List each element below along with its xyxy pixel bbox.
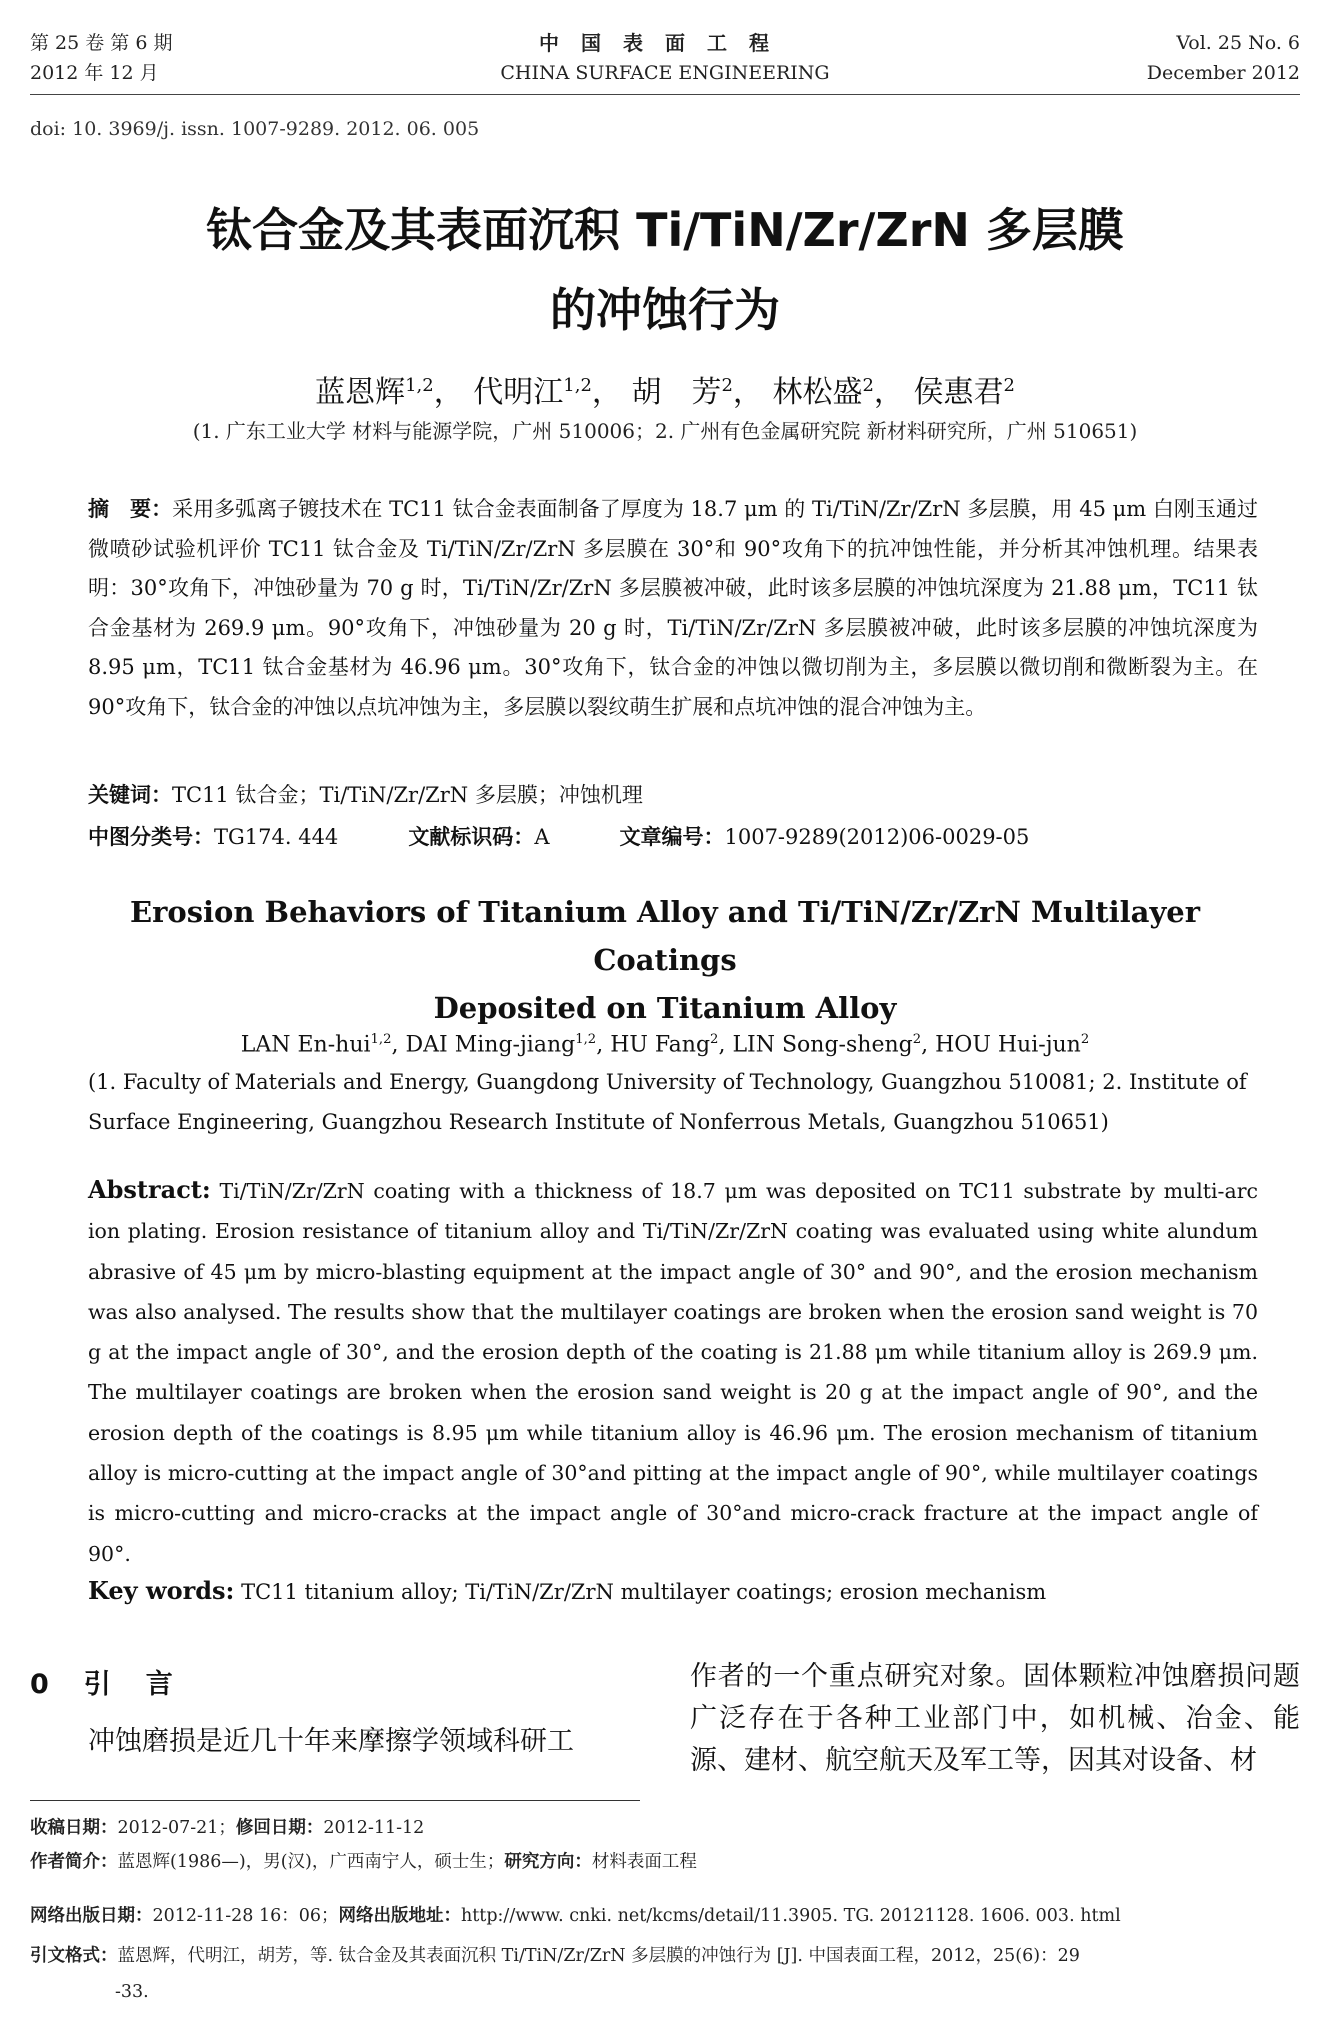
received-label: 收稿日期： <box>30 1818 118 1838</box>
author-en: HU Fang <box>610 1032 711 1058</box>
abstract-cn-text: 采用多弧离子镀技术在 TC11 钛合金表面制备了厚度为 18.7 μm 的 Ti/TiN/Zr/ZrN 多层膜，用 45 μm 白刚玉通过微喷砂试验机评价 TC11 钛合金及 Ti/TiN/Zr/ZrN 多层膜在 30°和 90°攻角下的抗冲蚀性能，并分析其冲蚀机理。结果表明：30°攻角下，冲蚀砂量为 70 g 时，Ti/TiN/Zr/ZrN 多层膜被冲破，此时该多层膜的冲蚀坑深度为 21.88 μm，TC11 钛合金基材为 269.9 μm。90°攻角下，冲蚀砂量为 20 g 时，Ti/TiN/Zr/ZrN 多层膜被冲破，此时该多层膜的冲蚀坑深度为 8.95 μm，TC11 钛合金基材为 46.96 μm。30°攻角下，钛合金的冲蚀以微切削为主，多层膜以微切削和微断裂为主。在 90°攻角下，钛合金的冲蚀以点坑冲蚀为主，多层膜以裂纹萌生扩展和点坑冲蚀的混合冲蚀为主。 <box>88 497 1258 719</box>
body-right-column: 作者的一个重点研究对象。固体颗粒冲蚀磨损问题广泛存在于各种工业部门中，如机械、冶金、能源、建材、航空航天及军工等，因其对设备、材 <box>690 1661 1300 1776</box>
journal-name-cn: 中国表面工程 <box>539 31 791 55</box>
journal-name-en: CHINA SURFACE ENGINEERING <box>500 62 830 84</box>
author-aff: 2 <box>1080 1032 1090 1047</box>
header-journal <box>440 28 890 88</box>
author-cn: 侯惠君 <box>913 375 1004 410</box>
abstract-en <box>88 1170 1258 1574</box>
article-no-label: 文章编号： <box>619 825 725 849</box>
section-heading: 0 引 言 <box>30 1669 177 1700</box>
keywords-en-label: Key words: <box>88 1576 235 1605</box>
author-aff: 2 <box>710 1032 719 1047</box>
author-aff: 1,2 <box>575 1032 597 1047</box>
abstract-cn-label: 摘 要： <box>88 497 173 521</box>
author-aff: 2 <box>1003 375 1015 396</box>
field-value: 材料表面工程 <box>591 1852 697 1872</box>
keywords-en <box>88 1574 1258 1609</box>
revised-value: 2012-11-12 <box>323 1818 425 1838</box>
keywords-cn-text: TC11 钛合金；Ti/TiN/Zr/ZrN 多层膜；冲蚀机理 <box>172 783 643 807</box>
title-en <box>90 888 1240 1032</box>
abstract-en-label: Abstract: <box>88 1175 211 1204</box>
footnote-citation <box>30 1940 1300 1972</box>
doc-code-value: A <box>534 825 550 849</box>
field-label: 研究方向： <box>504 1852 592 1872</box>
author-en: LIN Song-sheng <box>732 1032 913 1058</box>
author-aff: 2 <box>862 375 874 396</box>
author-aff: 1,2 <box>370 1032 392 1047</box>
abstract-cn <box>88 490 1258 727</box>
keywords-en-text: TC11 titanium alloy; Ti/TiN/Zr/ZrN multilayer coatings; erosion mechanism <box>241 1580 1047 1604</box>
author-aff: 1,2 <box>563 375 592 396</box>
title-en-line1: Erosion Behaviors of Titanium Alloy and Ti/TiN/Zr/ZrN Multilayer Coatings <box>129 895 1201 977</box>
online-addr-link[interactable]: http://www. cnki. net/kcms/detail/11.3905. TG. 20121128. 1606. 003. html <box>461 1906 1121 1926</box>
author-en: LAN En-hui <box>240 1032 371 1058</box>
clc-value: TG174. 444 <box>214 825 339 849</box>
online-addr-label: 网络出版地址： <box>338 1906 461 1926</box>
author-en: DAI Ming-jiang <box>405 1032 576 1058</box>
title-cn-line2: 的冲蚀行为 <box>550 283 780 337</box>
footnote-citation-tail: -33. <box>115 1982 149 2002</box>
affiliation-cn: (1. 广东工业大学 材料与能源学院，广州 510006；2. 广州有色金属研究院 新材料研究所，广州 510651) <box>192 419 1138 443</box>
keywords-cn <box>88 778 1258 812</box>
volume-en: Vol. 25 No. 6 <box>1176 32 1300 54</box>
footnote-bio <box>30 1846 1300 1878</box>
online-date-value: 2012-11-28 16：06； <box>152 1906 339 1926</box>
received-value: 2012-07-21； <box>117 1818 236 1838</box>
header-volume-en <box>1147 28 1300 88</box>
author-cn: 代明江 <box>473 375 564 410</box>
doc-code-label: 文献标识码： <box>408 825 535 849</box>
body-left-column: 冲蚀磨损是近几十年来摩擦学领域科研工 <box>88 1726 574 1757</box>
authors-en: LAN En-hui$^{1,2}$, DAI Ming-jiang$^{1,2}$, HU Fang$^2$, LIN Song-sheng$^2$, HOU Hui-jun$^2$ <box>240 1032 1090 1058</box>
classification-line <box>88 820 1258 854</box>
bio-label: 作者简介： <box>30 1852 118 1872</box>
title-cn <box>90 190 1240 350</box>
affiliation-en: (1. Faculty of Materials and Energy, Guangdong University of Technology, Guangzhou 510081; 2. Institute of Surface Engineering, Guangzhou Research Institute of Nonferrous Metals, Guangzhou 510651) <box>88 1070 1247 1134</box>
header-rule <box>30 94 1300 95</box>
author-cn: 蓝恩辉 <box>315 375 406 410</box>
title-cn-line1: 钛合金及其表面沉积 Ti/TiN/Zr/ZrN 多层膜 <box>206 203 1124 257</box>
volume-cn: 第 25 卷 第 6 期 <box>30 32 173 54</box>
online-date-label: 网络出版日期： <box>30 1906 153 1926</box>
date-en: December 2012 <box>1146 62 1300 84</box>
revised-label: 修回日期： <box>235 1818 324 1838</box>
author-aff: 1,2 <box>405 375 434 396</box>
date-cn: 2012 年 12 月 <box>30 62 159 84</box>
author-aff: 2 <box>912 1032 922 1047</box>
article-no-value: 1007-9289(2012)06-0029-05 <box>724 825 1030 849</box>
abstract-en-text: Ti/TiN/Zr/ZrN coating with a thickness of 18.7 μm was deposited on TC11 substrate by multi-arc ion plating. Erosion resistance of titanium alloy and Ti/TiN/Zr/ZrN coating was evaluated using white alundum abrasive of 45 μm by micro-blasting equipment at the impact angle of 30° and 90°, and the erosion mechanism was also analysed. The results show that the multilayer coatings are broken when the erosion sand weight is 70 g at the impact angle of 30°, and the erosion depth of the coating is 21.88 μm while titanium alloy is 269.9 μm. The multilayer coatings are broken when the erosion sand weight is 20 g at the impact angle of 90°, and the erosion depth of the coatings is 8.95 μm while titanium alloy is 46.96 μm. The erosion mechanism of titanium alloy is micro-cutting at the impact angle of 30°and pitting at the impact angle of 90°, while multilayer coatings is micro-cutting and micro-cracks at the impact angle of 30°and micro-crack fracture at the impact angle of 90°. <box>88 1179 1258 1566</box>
footnote-dates <box>30 1812 1300 1844</box>
title-en-line2: Deposited on Titanium Alloy <box>433 991 897 1025</box>
clc-label: 中图分类号： <box>88 825 214 849</box>
author-aff: 2 <box>721 375 733 396</box>
footnote-rule <box>30 1800 640 1801</box>
header-volume-cn <box>30 28 172 88</box>
authors-cn: 蓝恩辉$^{1,2}$， 代明江$^{1,2}$， 胡 芳$^2$， 林松盛$^2$， 侯惠君$^2$ <box>315 375 1015 410</box>
author-cn: 林松盛 <box>772 375 863 410</box>
cite-value: 蓝恩辉，代明江，胡芳，等. 钛合金及其表面沉积 Ti/TiN/Zr/ZrN 多层膜的冲蚀行为 [J]. 中国表面工程，2012，25(6)：29 <box>117 1946 1080 1966</box>
doi[interactable]: doi: 10. 3969/j. issn. 1007-9289. 2012. 06. 005 <box>30 118 480 140</box>
footnote-online <box>30 1900 1300 1932</box>
cite-label: 引文格式： <box>30 1946 118 1966</box>
author-cn: 胡 芳 <box>631 375 722 410</box>
bio-value: 蓝恩辉(1986—)，男(汉)，广西南宁人，硕士生； <box>117 1852 505 1872</box>
keywords-cn-label: 关键词： <box>88 783 172 807</box>
author-en: HOU Hui-jun <box>935 1032 1081 1058</box>
